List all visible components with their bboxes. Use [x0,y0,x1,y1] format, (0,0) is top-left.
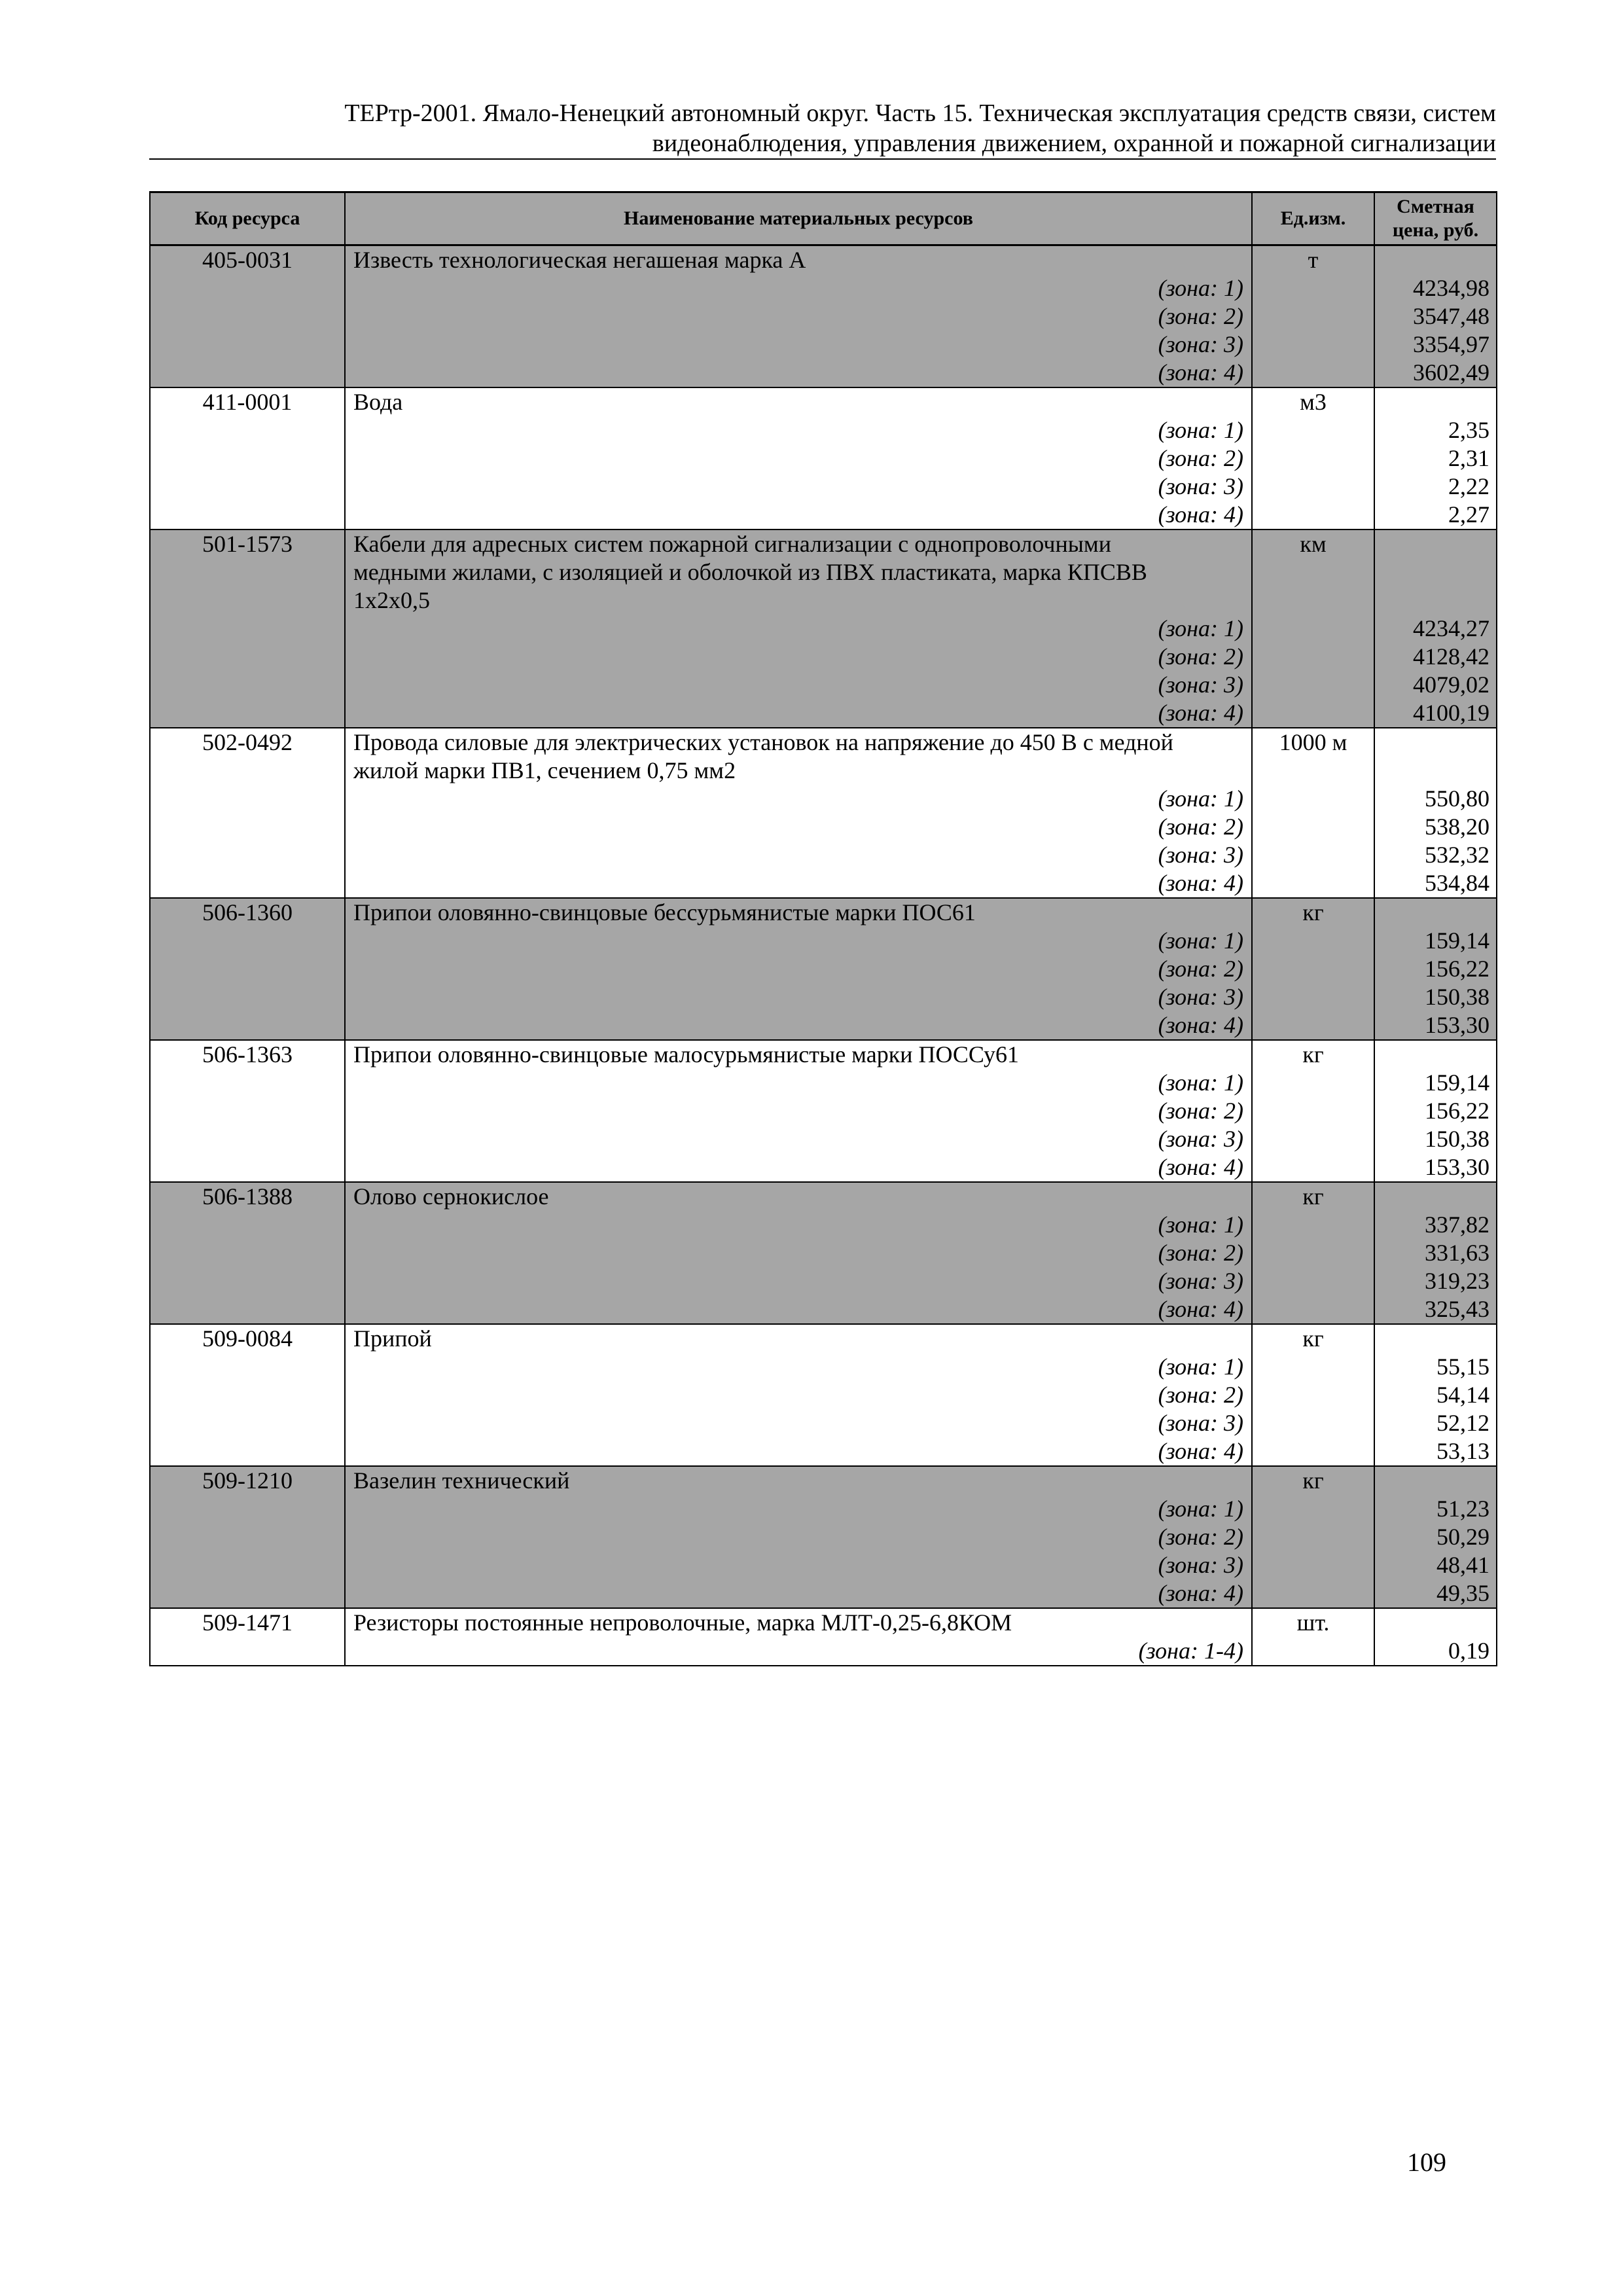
price-cell [1374,558,1497,586]
unit-cell [1252,1239,1374,1267]
table-header-row [150,192,1497,245]
price-cell: 337,82 [1374,1211,1497,1239]
zone-label-cell: (зона: 2) [345,1523,1252,1551]
price-cell: 2,27 [1374,501,1497,529]
price-cell: 3547,48 [1374,302,1497,331]
resource-name-cell: Кабели для адресных систем пожарной сигнализации с однопроволочными [345,529,1252,558]
price-cell [1374,1466,1497,1495]
table-body [150,245,1497,1666]
zone-label-cell: (зона: 4) [345,1011,1252,1040]
price-cell: 53,13 [1374,1437,1497,1466]
resource-code-cell: 405-0031 [150,245,345,275]
price-cell: 55,15 [1374,1353,1497,1381]
zone-label-cell: (зона: 3) [345,473,1252,501]
zone-label-cell: (зона: 2) [345,1097,1252,1125]
unit-cell [1252,1495,1374,1523]
price-cell: 0,19 [1374,1637,1497,1666]
price-cell: 156,22 [1374,955,1497,983]
resource-code-cell [150,473,345,501]
resource-name-cell: жилой марки ПВ1, сечением 0,75 мм2 [345,757,1252,785]
price-cell: 538,20 [1374,813,1497,841]
header-line-2: видеонаблюдения, управления движением, охранной и пожарной сигнализации [652,130,1496,157]
resource-code-cell: 509-0084 [150,1324,345,1353]
table-row [150,841,1497,869]
resource-code-cell: 506-1363 [150,1040,345,1069]
table-row [150,615,1497,643]
price-cell: 48,41 [1374,1551,1497,1579]
table-row [150,898,1497,927]
price-cell: 150,38 [1374,983,1497,1011]
unit-cell: кг [1252,1040,1374,1069]
price-cell: 325,43 [1374,1295,1497,1324]
table-row [150,331,1497,359]
price-cell: 150,38 [1374,1125,1497,1153]
header-divider [149,158,1496,160]
resource-code-cell [150,1353,345,1381]
table-row [150,1381,1497,1409]
table-row [150,1637,1497,1666]
zone-label-cell: (зона: 4) [345,1579,1252,1608]
price-cell [1374,387,1497,416]
table-row [150,983,1497,1011]
resource-code-cell [150,1437,345,1466]
zone-label-cell: (зона: 1) [345,1211,1252,1239]
zone-label-cell: (зона: 3) [345,331,1252,359]
price-cell: 2,31 [1374,444,1497,473]
resource-code-cell [150,1579,345,1608]
col-header-price-line1: Сметная [1397,196,1474,217]
unit-cell [1252,501,1374,529]
price-cell [1374,586,1497,615]
unit-cell [1252,1409,1374,1437]
resource-code-cell [150,1523,345,1551]
resource-code-cell [150,1153,345,1182]
zone-label-cell: (зона: 1) [345,615,1252,643]
resource-code-cell [150,558,345,586]
resource-code-cell [150,927,345,955]
zone-label-cell: (зона: 2) [345,955,1252,983]
table-row [150,501,1497,529]
unit-cell [1252,1153,1374,1182]
resource-name-cell: Припои оловянно-свинцовые бессурьмянистые марки ПОС61 [345,898,1252,927]
price-cell: 4079,02 [1374,671,1497,699]
resource-code-cell [150,841,345,869]
unit-cell [1252,785,1374,813]
zone-label-cell: (зона: 2) [345,444,1252,473]
unit-cell: шт. [1252,1608,1374,1637]
resource-code-cell: 509-1471 [150,1608,345,1637]
price-cell: 51,23 [1374,1495,1497,1523]
unit-cell [1252,1637,1374,1666]
unit-cell [1252,473,1374,501]
resource-code-cell [150,955,345,983]
table-row [150,671,1497,699]
resource-name-cell: Известь технологическая негашеная марка А [345,245,1252,275]
table-row [150,245,1497,275]
zone-label-cell: (зона: 1) [345,1069,1252,1097]
unit-cell [1252,955,1374,983]
resource-code-cell [150,615,345,643]
price-cell: 4128,42 [1374,643,1497,671]
price-cell: 532,32 [1374,841,1497,869]
price-cell: 159,14 [1374,927,1497,955]
resource-code-cell [150,274,345,302]
table-row [150,1466,1497,1495]
table-row [150,387,1497,416]
resource-code-cell [150,1637,345,1666]
price-cell: 2,22 [1374,473,1497,501]
zone-label-cell: (зона: 1) [345,785,1252,813]
table-row [150,444,1497,473]
resource-code-cell [150,1097,345,1125]
table-row [150,586,1497,615]
price-cell: 54,14 [1374,1381,1497,1409]
unit-cell [1252,558,1374,586]
resource-code-cell [150,1125,345,1153]
table-row [150,869,1497,898]
unit-cell [1252,927,1374,955]
unit-cell [1252,302,1374,331]
table-row [150,813,1497,841]
col-header-name: Наименование материальных ресурсов [345,192,1252,245]
resource-code-cell [150,1239,345,1267]
table-row [150,1153,1497,1182]
table-row [150,302,1497,331]
price-cell: 3354,97 [1374,331,1497,359]
price-cell: 153,30 [1374,1011,1497,1040]
table-row [150,927,1497,955]
unit-cell [1252,1267,1374,1295]
price-cell: 4234,98 [1374,274,1497,302]
table-row [150,1125,1497,1153]
unit-cell [1252,1097,1374,1125]
header-line-1: ТЕРтр-2001. Ямало-Ненецкий автономный округ. Часть 15. Техническая эксплуатация средств связи, систем [344,99,1496,127]
table-row [150,1551,1497,1579]
table-row [150,1353,1497,1381]
resource-name-cell: Вода [345,387,1252,416]
unit-cell [1252,1523,1374,1551]
unit-cell [1252,416,1374,444]
unit-cell: 1000 м [1252,728,1374,757]
price-cell: 159,14 [1374,1069,1497,1097]
table-row [150,416,1497,444]
price-cell [1374,529,1497,558]
unit-cell: м3 [1252,387,1374,416]
price-cell [1374,1324,1497,1353]
unit-cell [1252,869,1374,898]
zone-label-cell: (зона: 4) [345,1153,1252,1182]
resource-code-cell [150,869,345,898]
table-row [150,1040,1497,1069]
table-row [150,1523,1497,1551]
resource-code-cell [150,643,345,671]
price-cell: 50,29 [1374,1523,1497,1551]
resource-code-cell [150,1211,345,1239]
resource-code-cell [150,1381,345,1409]
resource-code-cell [150,1011,345,1040]
resources-table [149,191,1497,1666]
table-row [150,1579,1497,1608]
table-row [150,1097,1497,1125]
zone-label-cell: (зона: 4) [345,1295,1252,1324]
col-header-code: Код ресурса [150,192,345,245]
zone-label-cell: (зона: 1) [345,416,1252,444]
resource-code-cell [150,331,345,359]
price-cell: 4100,19 [1374,699,1497,728]
table-row [150,1239,1497,1267]
price-cell: 49,35 [1374,1579,1497,1608]
zone-label-cell: (зона: 3) [345,1551,1252,1579]
unit-cell: кг [1252,1466,1374,1495]
table-row [150,1011,1497,1040]
col-header-unit: Ед.изм. [1252,192,1374,245]
zone-label-cell: (зона: 2) [345,643,1252,671]
resource-name-cell: 1х2х0,5 [345,586,1252,615]
table-row [150,1295,1497,1324]
unit-cell [1252,841,1374,869]
resource-code-cell [150,699,345,728]
price-cell: 3602,49 [1374,359,1497,387]
table-row [150,1495,1497,1523]
zone-label-cell: (зона: 2) [345,813,1252,841]
unit-cell [1252,1551,1374,1579]
resource-code-cell: 502-0492 [150,728,345,757]
price-cell [1374,1182,1497,1211]
table-row [150,529,1497,558]
unit-cell [1252,274,1374,302]
price-cell: 550,80 [1374,785,1497,813]
zone-label-cell: (зона: 3) [345,1267,1252,1295]
resource-code-cell [150,757,345,785]
table-row [150,785,1497,813]
zone-label-cell: (зона: 3) [345,983,1252,1011]
table-row [150,757,1497,785]
resource-code-cell [150,444,345,473]
zone-label-cell: (зона: 3) [345,1125,1252,1153]
price-cell: 52,12 [1374,1409,1497,1437]
zone-label-cell: (зона: 4) [345,501,1252,529]
zone-label-cell: (зона: 3) [345,671,1252,699]
price-cell: 156,22 [1374,1097,1497,1125]
resource-code-cell [150,501,345,529]
unit-cell [1252,1011,1374,1040]
resource-code-cell: 501-1573 [150,529,345,558]
col-header-price [1374,192,1497,245]
unit-cell [1252,1381,1374,1409]
resource-name-cell: Резисторы постоянные непроволочные, марка МЛТ-0,25-6,8КОМ [345,1608,1252,1637]
unit-cell: т [1252,245,1374,275]
unit-cell [1252,813,1374,841]
price-cell [1374,1608,1497,1637]
unit-cell [1252,359,1374,387]
table-row [150,1069,1497,1097]
resource-code-cell [150,416,345,444]
unit-cell [1252,1579,1374,1608]
unit-cell [1252,615,1374,643]
table-row [150,1437,1497,1466]
resource-code-cell [150,671,345,699]
price-cell [1374,245,1497,275]
page-header [149,98,1496,158]
table-row [150,1608,1497,1637]
resource-code-cell [150,813,345,841]
unit-cell [1252,1211,1374,1239]
unit-cell [1252,1295,1374,1324]
table-row [150,558,1497,586]
resource-code-cell [150,359,345,387]
resource-name-cell: Провода силовые для электрических установок на напряжение до 450 В с медной [345,728,1252,757]
resource-code-cell [150,1495,345,1523]
table-row [150,1211,1497,1239]
col-header-price-line2: цена, руб. [1392,219,1479,241]
price-cell: 153,30 [1374,1153,1497,1182]
unit-cell [1252,1125,1374,1153]
resource-code-cell [150,1409,345,1437]
resource-name-cell: Вазелин технический [345,1466,1252,1495]
resource-code-cell [150,983,345,1011]
resource-code-cell [150,586,345,615]
resource-code-cell [150,1295,345,1324]
resource-code-cell [150,1069,345,1097]
price-cell [1374,728,1497,757]
zone-label-cell: (зона: 2) [345,1239,1252,1267]
resource-code-cell: 506-1388 [150,1182,345,1211]
zone-label-cell: (зона: 1) [345,274,1252,302]
resource-code-cell [150,302,345,331]
unit-cell [1252,643,1374,671]
zone-label-cell: (зона: 1) [345,1495,1252,1523]
unit-cell: кг [1252,1324,1374,1353]
resource-code-cell: 411-0001 [150,387,345,416]
zone-label-cell: (зона: 3) [345,1409,1252,1437]
resource-code-cell: 506-1360 [150,898,345,927]
zone-label-cell: (зона: 4) [345,869,1252,898]
price-cell [1374,757,1497,785]
resource-name-cell: медными жилами, с изоляцией и оболочкой из ПВХ пластиката, марка КПСВВ [345,558,1252,586]
table-row [150,1182,1497,1211]
unit-cell: км [1252,529,1374,558]
table-row [150,473,1497,501]
resource-name-cell: Припой [345,1324,1252,1353]
zone-label-cell: (зона: 4) [345,1437,1252,1466]
unit-cell [1252,331,1374,359]
unit-cell [1252,699,1374,728]
price-cell: 4234,27 [1374,615,1497,643]
unit-cell [1252,586,1374,615]
price-cell [1374,898,1497,927]
table-row [150,955,1497,983]
table-row [150,274,1497,302]
unit-cell [1252,1353,1374,1381]
zone-label-cell: (зона: 2) [345,302,1252,331]
zone-label-cell: (зона: 2) [345,1381,1252,1409]
unit-cell [1252,444,1374,473]
price-cell [1374,1040,1497,1069]
table-row [150,699,1497,728]
price-cell: 534,84 [1374,869,1497,898]
resource-code-cell [150,785,345,813]
unit-cell: кг [1252,1182,1374,1211]
zone-label-cell: (зона: 4) [345,699,1252,728]
price-cell: 2,35 [1374,416,1497,444]
resource-code-cell: 509-1210 [150,1466,345,1495]
table-row [150,728,1497,757]
resource-name-cell: Олово сернокислое [345,1182,1252,1211]
table-row [150,1324,1497,1353]
unit-cell [1252,1437,1374,1466]
zone-label-cell: (зона: 3) [345,841,1252,869]
price-cell: 319,23 [1374,1267,1497,1295]
resource-code-cell [150,1551,345,1579]
unit-cell [1252,757,1374,785]
table-row [150,1267,1497,1295]
price-cell: 331,63 [1374,1239,1497,1267]
unit-cell [1252,983,1374,1011]
table-row [150,1409,1497,1437]
zone-label-cell: (зона: 4) [345,359,1252,387]
resource-code-cell [150,1267,345,1295]
table-row [150,643,1497,671]
table-row [150,359,1497,387]
zone-label-cell: (зона: 1) [345,927,1252,955]
unit-cell: кг [1252,898,1374,927]
unit-cell [1252,671,1374,699]
zone-label-cell: (зона: 1) [345,1353,1252,1381]
zone-label-cell: (зона: 1-4) [345,1637,1252,1666]
page-number: 109 [1407,2147,1446,2177]
resource-name-cell: Припои оловянно-свинцовые малосурьмянистые марки ПОССу61 [345,1040,1252,1069]
unit-cell [1252,1069,1374,1097]
